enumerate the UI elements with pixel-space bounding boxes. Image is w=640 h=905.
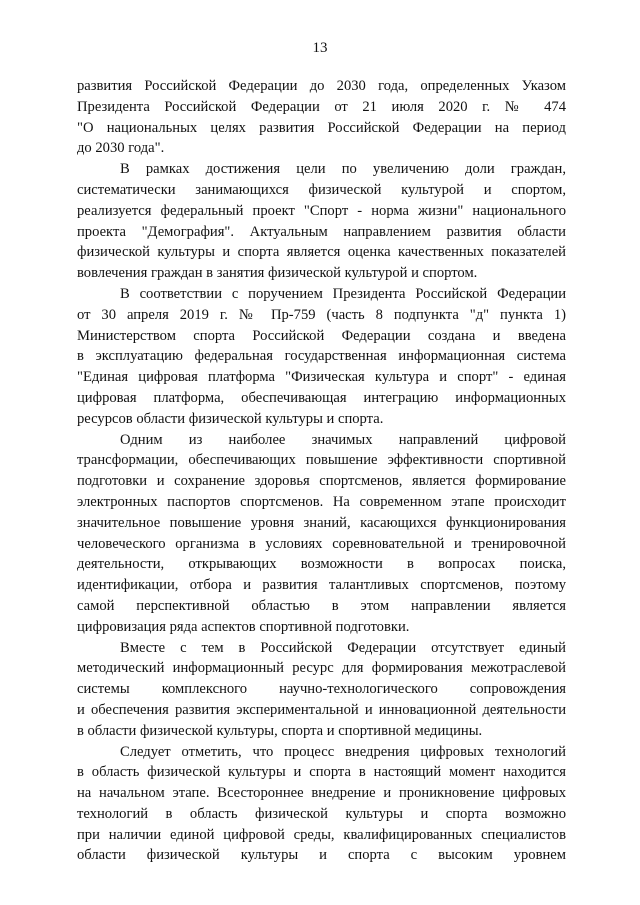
text-line: В рамках достижения цели по увеличению доли граждан, xyxy=(120,161,566,178)
text-line: трансформации, обеспечивающих повышение эффективности спортивной xyxy=(77,452,566,469)
text-line: Вместе с тем в Российской Федерации отсутствует единый xyxy=(120,639,566,656)
text-line: Следует отметить, что процесс внедрения цифровых технологий xyxy=(120,743,566,760)
text-line: реализуется федеральный проект "Спорт - норма жизни" национального xyxy=(77,202,566,219)
text-line: от 30 апреля 2019 г. № Пр-759 (часть 8 подпункта "д" пункта 1) xyxy=(77,306,566,323)
page-number: 13 xyxy=(312,40,328,56)
text-line: системы комплексного научно-технологического сопровождения xyxy=(77,681,566,698)
text-line: "О национальных целях развития Российской Федерации на период xyxy=(77,119,566,136)
text-line: В соответствии с поручением Президента Российской Федерации xyxy=(120,285,566,302)
text-line: идентификации, отбора и развития талантливых спортсменов, поэтому xyxy=(77,577,566,594)
text-line: технологий в область физической культуры и спорта возможно xyxy=(77,805,566,822)
text-line: методический информационный ресурс для формирования межотраслевой xyxy=(77,660,566,677)
text-line: Президента Российской Федерации от 21 июля 2020 г. № 474 xyxy=(77,98,566,115)
text-line: до 2030 года". xyxy=(77,140,165,157)
text-line: электронных паспортов спортсменов. На современном этапе происходит xyxy=(77,493,566,510)
text-line: цифровизация ряда аспектов спортивной подготовки. xyxy=(77,618,410,635)
text-line: на начальном этапе. Всестороннее внедрение и проникновение цифровых xyxy=(77,785,566,802)
text-line: Министерством спорта Российской Федерации создана и введена xyxy=(77,327,566,344)
text-line: "Единая цифровая платформа "Физическая культура и спорт" - единая xyxy=(77,369,566,386)
text-line: в области физической культуры, спорта и спортивной медицины. xyxy=(77,722,483,739)
text-line: в область физической культуры и спорта в настоящий момент находится xyxy=(77,764,566,781)
text-line: систематически занимающихся физической культурой и спортом, xyxy=(77,181,566,198)
text-line: области физической культуры и спорта с высоким уровнем xyxy=(77,847,566,864)
text-line: вовлечения граждан в занятия физической культурой и спортом. xyxy=(77,265,478,282)
text-line: развития Российской Федерации до 2030 года, определенных Указом xyxy=(77,78,566,94)
text-line: Одним из наиболее значимых направлений цифровой xyxy=(120,431,566,448)
text-line: ресурсов области физической культуры и спорта. xyxy=(77,410,384,427)
text-line: значительное повышение уровня знаний, касающихся функционирования xyxy=(77,514,566,531)
text-line: физической культуры и спорта является оценка качественных показателей xyxy=(77,244,566,261)
text-line: самой перспективной областью в этом направлении является xyxy=(77,597,566,614)
text-line: человеческого организма в условиях соревновательной и тренировочной xyxy=(77,535,566,552)
text-line: деятельности, открывающих возможности в вопросах поиска, xyxy=(77,556,566,573)
text-line: при наличии единой цифровой среды, квалифицированных специалистов xyxy=(77,826,566,843)
body-text xyxy=(77,76,566,866)
text-line: проекта "Демография". Актуальным направлением развития области xyxy=(77,223,566,240)
text-line: цифровая платформа, обеспечивающая интеграцию информационных xyxy=(77,389,566,406)
text-line: в эксплуатацию федеральная государственная информационная система xyxy=(77,348,566,365)
text-line: и обеспечения развития экспериментальной и инновационной деятельности xyxy=(77,701,566,718)
text-line: подготовки и сохранение здоровья спортсменов, является формирование xyxy=(77,473,566,490)
